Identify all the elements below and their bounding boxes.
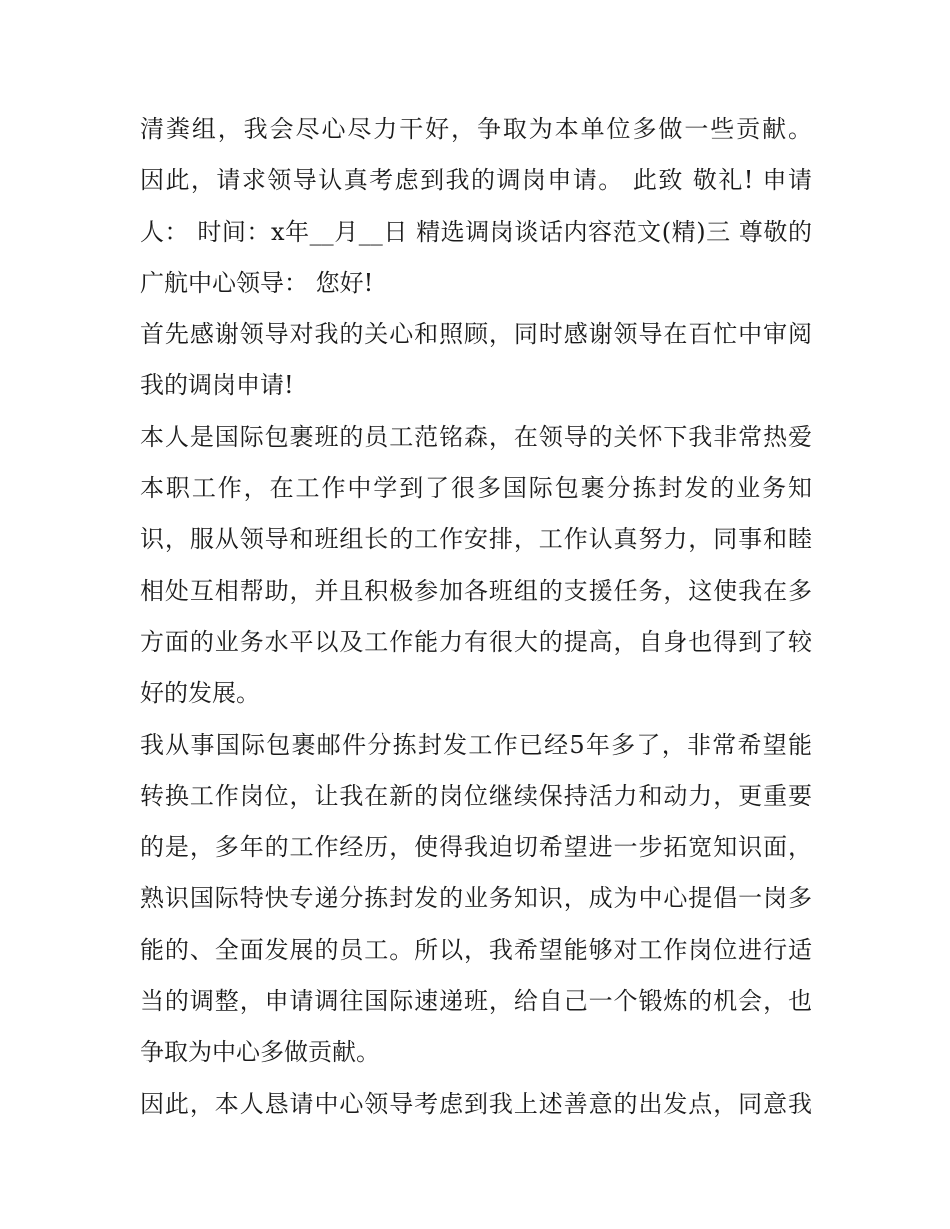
- text-line: 的是，多年的工作经历，使得我迫切希望进一步拓宽知识面，: [140, 833, 812, 862]
- document-body: [140, 104, 812, 1130]
- text-line: 人： 时间：x年__月__日 精选调岗谈话内容范文(精)三 尊敬的: [140, 217, 812, 246]
- text-line: 因此，本人恳请中心领导考虑到我上述善意的出发点，同意我: [140, 1089, 812, 1118]
- text-line: 识，服从领导和班组长的工作安排，工作认真努力，同事和睦: [140, 525, 812, 554]
- text-line: 本职工作，在工作中学到了很多国际包裹分拣封发的业务知: [140, 474, 812, 503]
- text-line: 本人是国际包裹班的员工范铭森，在领导的关怀下我非常热爱: [140, 422, 812, 451]
- text-line: 方面的业务水平以及工作能力有很大的提高，自身也得到了较: [140, 627, 812, 656]
- text-line: 好的发展。: [140, 679, 260, 708]
- text-line: 转换工作岗位，让我在新的岗位继续保持活力和动力，更重要: [140, 781, 812, 810]
- text-line: 因此，请求领导认真考虑到我的调岗申请。 此致 敬礼! 申请: [140, 166, 812, 195]
- text-line: 首先感谢领导对我的关心和照顾，同时感谢领导在百忙中审阅: [140, 320, 812, 349]
- text-line: 广航中心领导： 您好!: [140, 268, 374, 297]
- text-line: 清粪组，我会尽心尽力干好，争取为本单位多做一些贡献。: [140, 115, 812, 143]
- text-line: 争取为中心多做贡献。: [140, 1038, 380, 1067]
- text-line: 熟识国际特快专递分拣封发的业务知识，成为中心提倡一岗多: [140, 884, 812, 913]
- text-line: 能的、全面发展的员工。所以，我希望能够对工作岗位进行适: [140, 935, 812, 964]
- text-line: 当的调整，申请调往国际速递班，给自己一个锻炼的机会，也: [140, 987, 812, 1016]
- text-line: 相处互相帮助，并且积极参加各班组的支援任务，这使我在多: [140, 576, 812, 605]
- text-line: 我从事国际包裹邮件分拣封发工作已经5年多了，非常希望能: [140, 730, 812, 759]
- text-line: 我的调岗申请!: [140, 371, 294, 400]
